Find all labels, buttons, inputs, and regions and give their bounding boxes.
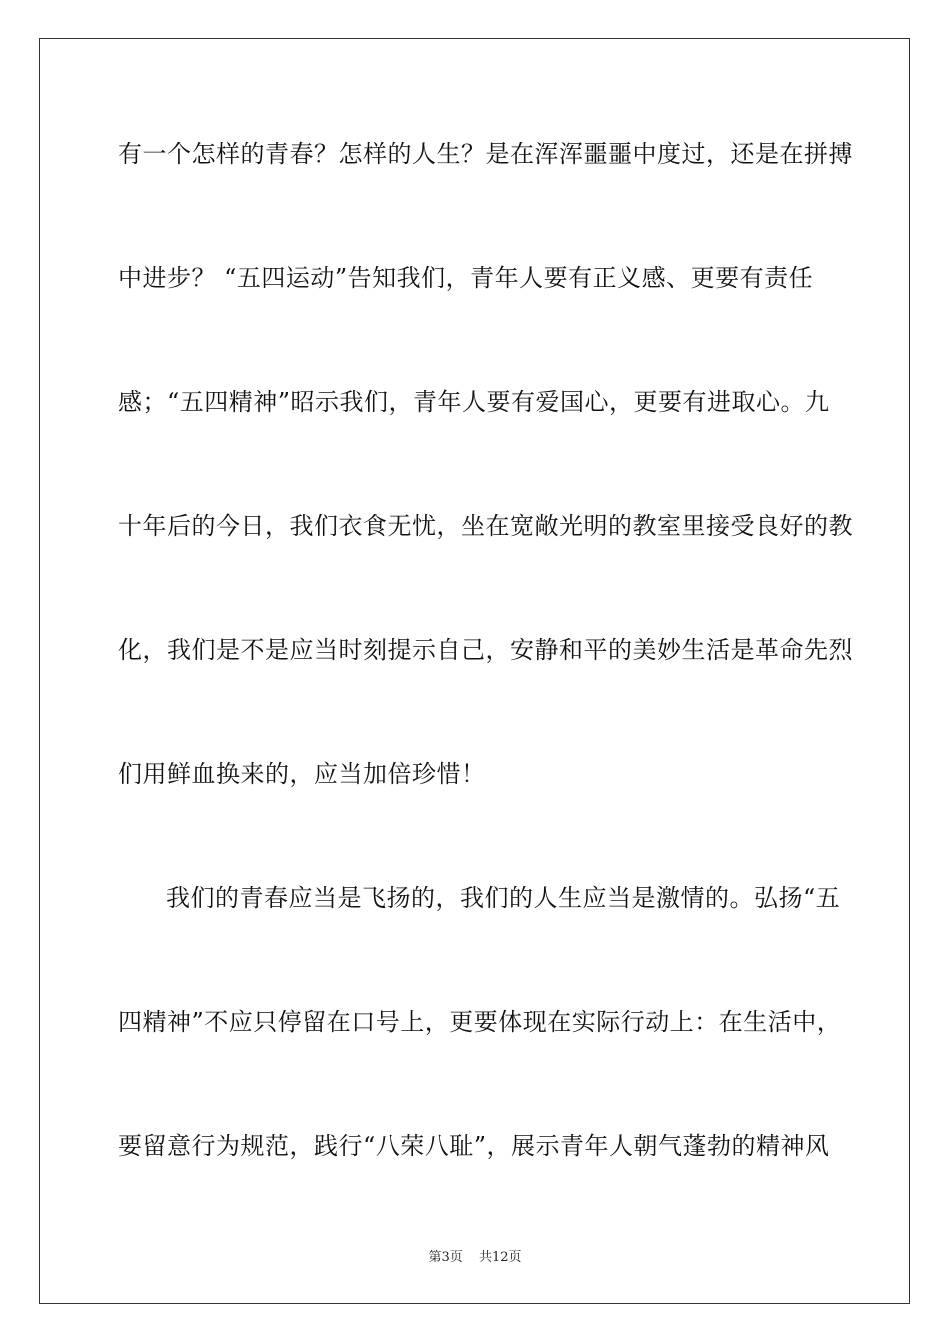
text-line-4: 十年后的今日，我们衣食无忧，坐在宽敞光明的教室里接受良好的教 <box>118 512 853 540</box>
page-number: 第3页 <box>428 1250 463 1265</box>
page-border <box>39 38 910 1304</box>
page-footer <box>0 1249 950 1267</box>
text-line-6: 们用鲜血换来的，应当加倍珍惜！ <box>118 760 486 788</box>
paragraph-2-line-3: 要留意行为规范，践行“八荣八耻”，展示青年人朝气蓬勃的精神风 <box>118 1132 830 1160</box>
text-line-3: 感；“五四精神”昭示我们，青年人要有爱国心，更要有进取心。九 <box>118 388 830 416</box>
page-total: 共12页 <box>478 1250 522 1265</box>
paragraph-2-line-1: 我们的青春应当是飞扬的，我们的人生应当是激情的。弘扬“五 <box>166 884 841 912</box>
text-line-2: 中进步？ “五四运动”告知我们，青年人要有正义感、更要有责任 <box>118 264 814 292</box>
paragraph-2-line-2: 四精神”不应只停留在口号上，更要体现在实际行动上：在生活中， <box>118 1008 842 1036</box>
text-line-5: 化，我们是不是应当时刻提示自己，安静和平的美妙生活是革命先烈 <box>118 636 853 664</box>
text-line-1: 有一个怎样的青春？怎样的人生？是在浑浑噩噩中度过，还是在拼搏 <box>118 140 853 168</box>
